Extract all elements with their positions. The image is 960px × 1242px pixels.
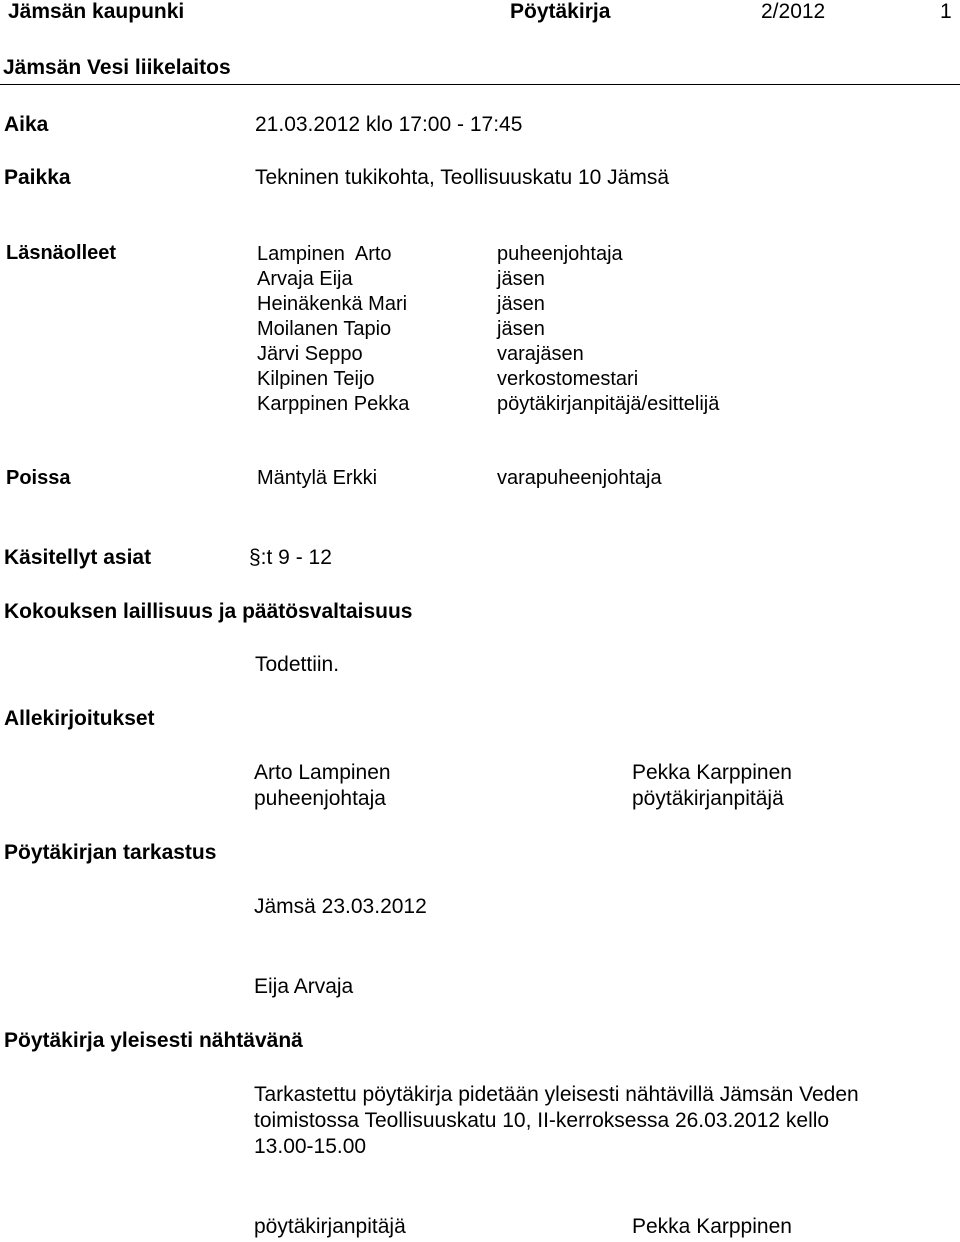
absent-label: Poissa (6, 467, 71, 489)
attendee-name: Arvaja Eija (257, 268, 353, 290)
attendee-row (257, 317, 719, 342)
organization-name: Jämsän Vesi liikelaitos (3, 56, 231, 79)
attendee-name: Kilpinen Teijo (257, 368, 375, 390)
attendee-row (257, 367, 719, 392)
absent-role: varapuheenjohtaja (497, 467, 662, 489)
attendee-name: Karppinen Pekka (257, 393, 410, 415)
attendees-label: Läsnäolleet (6, 242, 117, 264)
place-value: Tekninen tukikohta, Teollisuuskatu 10 Jämsä (255, 166, 670, 189)
attendee-name: Heinäkenkä Mari (257, 293, 408, 315)
public-notice-line: Tarkastettu pöytäkirja pidetään yleisesti nähtävillä Jämsän Veden (254, 1083, 859, 1106)
attendee-row (257, 392, 719, 417)
public-notice (254, 1082, 954, 1160)
attendee-name: Lampinen Arto (257, 243, 392, 265)
attendee-role: jäsen (497, 268, 545, 290)
attendee-role: puheenjohtaja (497, 243, 623, 265)
header-divider (0, 84, 960, 85)
attendees-list (257, 242, 719, 417)
time-value: 21.03.2012 klo 17:00 - 17:45 (255, 113, 523, 136)
legality-text: Todettiin. (255, 653, 340, 676)
attendee-row (257, 292, 719, 317)
attendee-name: Moilanen Tapio (257, 318, 392, 340)
chair-signature-name: Arto Lampinen (254, 761, 391, 784)
reviewer-name: Eija Arvaja (254, 975, 354, 998)
signatures-heading: Allekirjoitukset (4, 707, 155, 730)
secretary-signature-role: pöytäkirjanpitäjä (632, 787, 784, 810)
final-sign-name: Pekka Karppinen (632, 1215, 792, 1238)
attendee-role: jäsen (497, 318, 545, 340)
attendee-row (257, 342, 719, 367)
attendee-row (257, 242, 719, 267)
absent-name: Mäntylä Erkki (257, 467, 378, 489)
secretary-signature-name: Pekka Karppinen (632, 761, 792, 784)
public-notice-line: 13.00-15.00 (254, 1135, 367, 1158)
review-heading: Pöytäkirjan tarkastus (4, 841, 217, 864)
city-name: Jämsän kaupunki (8, 0, 185, 23)
time-label: Aika (4, 113, 49, 136)
attendee-role: jäsen (497, 293, 545, 315)
review-place-date: Jämsä 23.03.2012 (254, 895, 427, 918)
public-heading: Pöytäkirja yleisesti nähtävänä (4, 1029, 303, 1052)
handled-value: §:t 9 - 12 (249, 546, 332, 569)
attendee-role: verkostomestari (497, 368, 639, 390)
final-sign-role: pöytäkirjanpitäjä (254, 1215, 406, 1238)
document-type: Pöytäkirja (510, 0, 611, 23)
document-number: 2/2012 (761, 0, 826, 23)
page-number: 1 (940, 0, 952, 23)
legality-heading: Kokouksen laillisuus ja päätösvaltaisuus (4, 600, 413, 623)
attendee-name: Järvi Seppo (257, 343, 363, 365)
chair-signature-role: puheenjohtaja (254, 787, 386, 810)
public-notice-line: toimistossa Teollisuuskatu 10, II-kerroksessa 26.03.2012 kello (254, 1109, 830, 1132)
place-label: Paikka (4, 166, 71, 189)
attendee-row (257, 267, 719, 292)
attendee-role: varajäsen (497, 343, 584, 365)
attendee-role: pöytäkirjanpitäjä/esittelijä (497, 393, 720, 415)
handled-label: Käsitellyt asiat (4, 546, 152, 569)
